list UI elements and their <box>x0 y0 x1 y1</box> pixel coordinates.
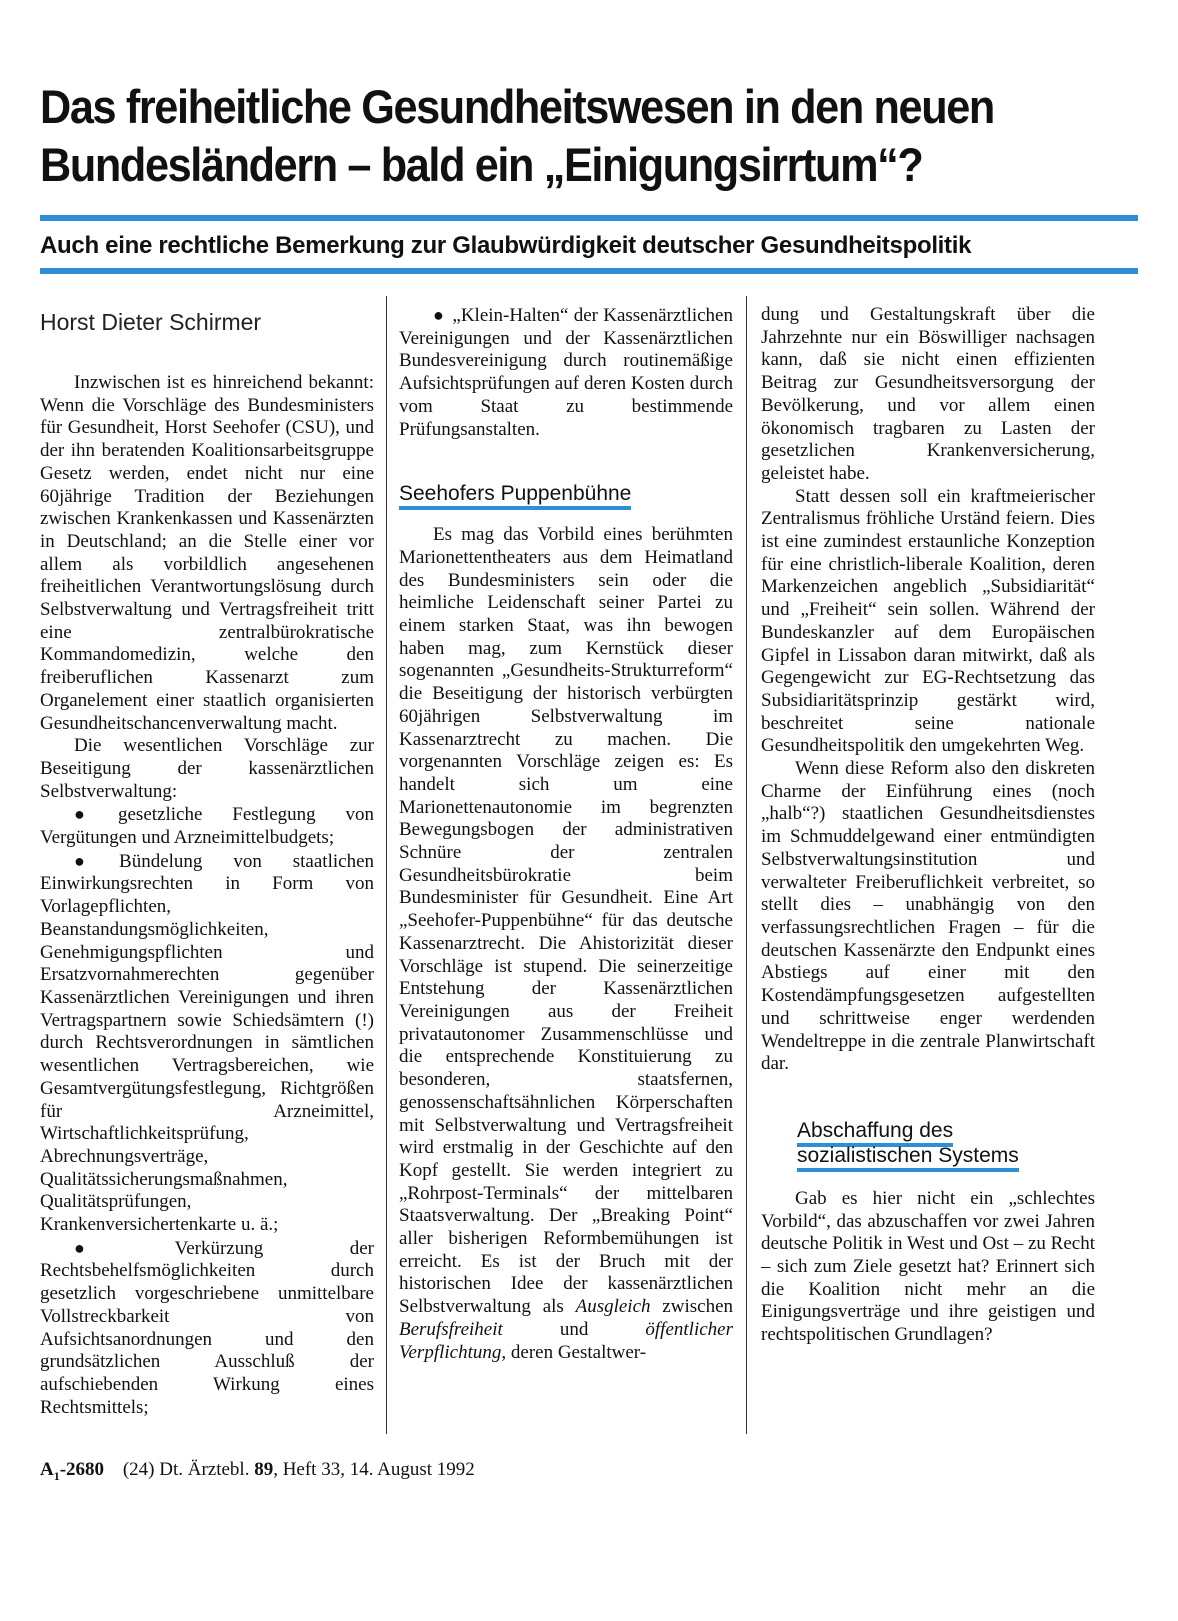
bullet-item: ● Verkürzung der Rechtsbehelfsmöglichkeiten durch gesetzlich vorgeschriebene unmittelbare Vollstreckbarkeit von Aufsichtsanordnungen und den grundsätzlichen Ausschluß der aufschiebenden Wirkung eines Rechtsmittels; <box>40 1237 374 1420</box>
paragraph: Die wesentlichen Vorschläge zur Beseitigung der kassenärztlichen Selbstverwaltung: <box>40 735 374 802</box>
subtitle: Auch eine rechtliche Bemerkung zur Glaubwürdigkeit deutscher Gesundheitspolitik <box>40 232 972 259</box>
text-run: Es mag das Vorbild eines berühmten Marionettentheaters aus dem Heimatland des Bundesministers sein oder die heimliche Leidenschaft seiner Partei zu einem starken Staat, was ihn bewogen haben mag, zum Kernstück dieser sogenannten „Gesundheits-Strukturreform“ die Beseitigung der historisch verbürgten 60jährigen Selbstverwaltung im Kassenarztrecht zu machen. Die vorgenannten Vorschläge zeigen es: Es handelt sich um eine Marionettenautonomie im begrenzten Bewegungsbogen der administrativen Schnüre der zentralen Gesundheitsbürokratie beim Bundesminister für Gesundheit. Eine Art „Seehofer-Puppenbühne“ für das deutsche Kassenarztrecht. Die Ahistorizität dieser Vorschläge ist stupend. Die seinerzeitige Entstehung der Kassenärztlichen Vereinigungen aus der Freiheit privatautonomer Zusammenschlüsse und die entsprechende Konstituierung zu besonderen, staatsfernen, genossenschaftsähnlichen Körperschaften mit Selbstverwaltung und Vertragsfreiheit wird erstmalig in der Geschichte auf den Kopf gestellt. Sie werden integriert zu „Rohrpost-Terminals“ der mittelbaren Staatsverwaltung. Der „Breaking Point“ aller bisherigen Reformbemühungen ist erreicht. Es ist der Bruch mit der historischen Idee der kassenärztlichen Selbstverwaltung als <box>399 524 733 1318</box>
paragraph <box>399 524 733 1364</box>
column-1 <box>40 372 374 1419</box>
italic-run: Ausgleich <box>575 1296 651 1318</box>
text-run: und <box>502 1318 646 1340</box>
text-run: zwischen <box>650 1296 734 1318</box>
bullet-item: ● „Klein-Halten“ der Kassenärztlichen Vereinigungen und der Kassenärztlichen Bundesvereinigung durch routinemäßige Aufsichtsprüfungen auf deren Kosten durch vom Staat zu bestimmende Prüfungsanstalten. <box>399 304 733 441</box>
headline <box>40 78 1061 194</box>
headline-line-2: Bundesländern – bald ein „Einigungsirrtum“? <box>40 138 923 191</box>
headline-rule <box>40 215 1138 221</box>
section-heading-line: sozialistischen Systems <box>797 1144 1019 1172</box>
section-heading-abschaffung <box>761 1118 1095 1168</box>
bullet-item: ● gesetzliche Festlegung von Vergütungen und Arzneimittelbudgets; <box>40 803 374 849</box>
text-run: deren Gestaltwer- <box>506 1341 647 1363</box>
section-heading-text: Seehofers Puppenbühne <box>399 482 631 510</box>
page-footer <box>40 1458 475 1488</box>
column-2 <box>399 304 733 1364</box>
column-3 <box>761 304 1095 1347</box>
paragraph: Inzwischen ist es hinreichend bekannt: Wenn die Vorschläge des Bundesministers für Gesundheit, Horst Seehofer (CSU), und der ihn beratenden Koalitionsarbeitsgruppe Gesetz werden, endet nicht nur eine 60jährige Tradition der Beziehungen zwischen Krankenkassen und Kassenärzten in Deutschland; an die Stelle einer vor allem als vorbildlich angesehenen freiheitlichen Verantwortungslösung durch Selbstverwaltung und Vertragsfreiheit tritt eine zentralbürokratische Kommandomedizin, welche den freiberuflichen Kassenarzt zum Organelement einer staatlich organisierten Gesundheitschancenverwaltung macht. <box>40 372 374 734</box>
column-divider-1 <box>386 296 387 1434</box>
page-code: $A_1-2680$ <box>40 1459 105 1483</box>
paragraph: Gab es hier nicht ein „schlechtes Vorbild“, das abzuschaffen vor zwei Jahren deutsche Politik in West und Ost – zu Recht – sich zum Ziele gesetzt hat? Erinnert sich die Koalition nicht mehr an die Einigungsverträge und ihre geistigen und rechtspolitischen Grundlagen? <box>761 1187 1095 1346</box>
italic-run: Berufsfreiheit <box>399 1318 503 1340</box>
italic-run: öffentlicher Verpflichtung, <box>399 1318 733 1363</box>
journal-name: Dt. Ärztebl. <box>159 1459 250 1480</box>
paragraph: Wenn diese Reform also den diskreten Charme der Einführung eines (noch „halb“?) staatlichen Gesundheitsdienstes im Schmuddelgewand einer entmündigten Selbstverwaltungsinstitution und verwalteter Freiberuflichkeit verbreitet, so stellt dies – unabhängig von den verfassungsrechtlichen Fragen – für die deutschen Kassenärzte den Endpunkt eines Abstiegs auf einer mit den Kostendämpfungsgesetzen aufgestellten und schrittweise enger werdenden Wendeltreppe in die zentrale Planwirtschaft dar. <box>761 758 1095 1075</box>
page-number: (24) <box>122 1459 155 1480</box>
subtitle-rule <box>40 268 1138 274</box>
section-heading-puppenbuehne <box>399 481 733 506</box>
paragraph: dung und Gestaltungskraft über die Jahrzehnte nur ein Böswilliger nachsagen kann, daß sie nicht einen effizienten Beitrag zur Gesundheitsversorgung der Bevölkerung, und vor allem einen ökonomisch tragbaren zu Lasten der gesetzlichen Krankenversicherung, geleistet habe. <box>761 304 1095 484</box>
author-name: Horst Dieter Schirmer <box>40 309 262 335</box>
paragraph: Statt dessen soll ein kraftmeierischer Zentralismus fröhliche Urständ feiern. Dies ist eine zumindest erstaunliche Konzeption für eine christlich-liberale Koalition, deren Markenzeichen angeblich „Subsidiarität“ und „Freiheit“ sein sollen. Während der Bundeskanzler auf dem Europäischen Gipfel in Lissabon daran mitwirkt, daß als Gegengewicht zur EG-Rechtsetzung das Subsidiaritätsprinzip gestärkt wird, beschreitet seine nationale Gesundheitspolitik den umgekehrten Weg. <box>761 485 1095 757</box>
journal-volume: 89 <box>254 1459 274 1480</box>
section-heading-line: Abschaffung des <box>797 1119 953 1147</box>
column-divider-2 <box>746 296 747 1434</box>
journal-issue: , Heft 33, 14. August 1992 <box>273 1459 475 1480</box>
bullet-item: ● Bündelung von staatlichen Einwirkungsrechten in Form von Vorlagepflichten, Beanstandungsmöglichkeiten, Genehmigungspflichten und Ersatzvornahmerechten gegenüber Kassenärztlichen Vereinigungen und ihren Vertragspartnern sowie Schiedsämtern (!) durch Rechtsverordnungen in sämtlichen wesentlichen Vertragsbereichen, wie Gesamtvergütungsfestlegung, Richtgrößen für Arzneimittel, Wirtschaftlichkeitsprüfung, Abrechnungsverträge, Qualitätssicherungsmaßnahmen, Qualitätsprüfungen, Krankenversichertenkarte u. ä.; <box>40 850 374 1237</box>
headline-line-1: Das freiheitliche Gesundheitswesen in den neuen <box>40 80 994 133</box>
